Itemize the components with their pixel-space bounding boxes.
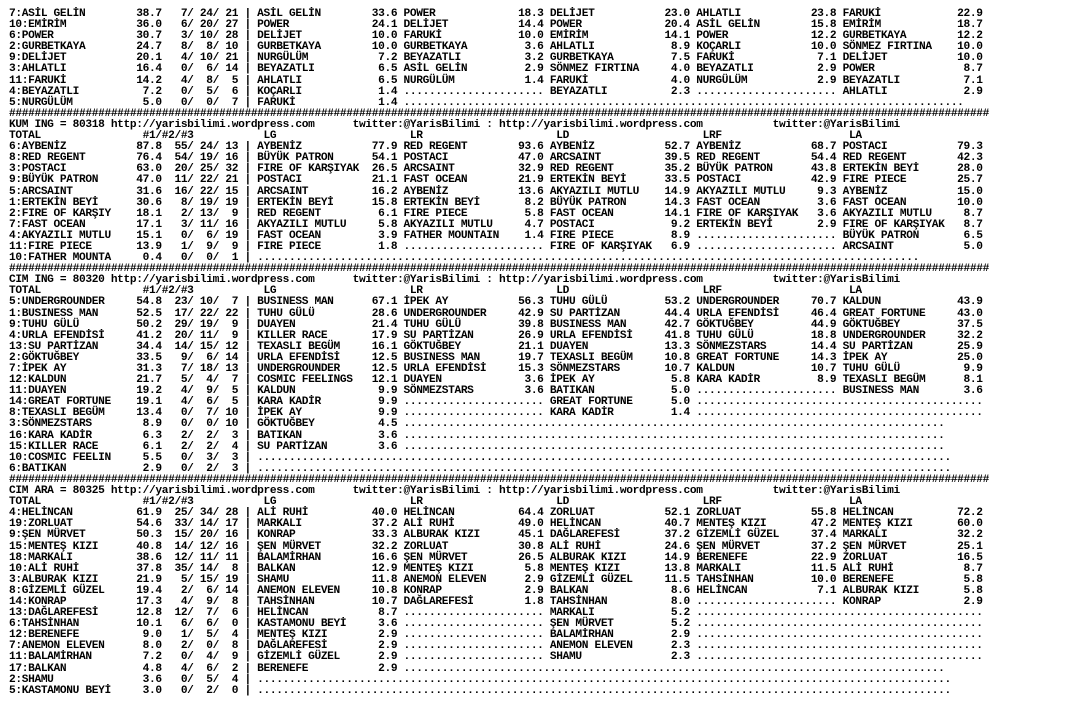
text-line: 17:BALKAN 4.8 4/ 6/ 2 | BERENEFE 2.9 ..................................................................................... [9,662,945,675]
text-line: 19:ZORLUAT 54.6 33/ 14/ 17 | MARKALI 37.2 ALİ RUHİ 49.0 HELİNCAN 40.7 MENTEŞ KIZI 47.2 MENTEŞ KIZI 60.0 [9,518,983,531]
text-line: 11:DUAYEN 19.2 4/ 9/ 5 | KALDUN 9.9 SÖNMEZSTARS 3.6 BATIKAN 5.0 ...................... BUSINESS MAN 3.6 [9,385,983,398]
text-line: 5:UNDERGROUNDER 54.8 23/ 10/ 7 | BUSINESS MAN 67.1 İPEK AY 56.3 TUHU GÜLÜ 53.2 UNDERGROUNDER 70.7 KALDUN 43.9 [9,296,983,309]
text-line: 10:ALİ RUHİ 37.8 35/ 14/ 8 | BALKAN 12.9 MENTEŞ KIZI 5.8 MENTEŞ KIZI 13.8 MARKALI 11.5 ALİ RUHİ 8.7 [9,562,983,575]
text-line: 3:ALBURAK KIZI 21.9 5/ 15/ 19 | SHAMU 11.8 ANEMON ELEVEN 2.9 GİZEMLİ GÜZEL 11.5 TAHSİNHAN 10.0 BERENEFE 5.8 [9,573,983,586]
text-line: 3:AHLATLI 16.4 0/ 6/ 14 | BEYAZATLI 6.5 ASİL GELİN 2.9 SÖNMEZ FIRTINA 4.0 BEYAZATLI 2.9 POWER 8.7 [9,63,983,76]
text-line: 10:EMİRİM 36.0 6/ 20/ 27 | POWER 24.1 DELİJET 14.4 POWER 20.4 ASİL GELİN 15.8 EMİRİM 18.7 [9,19,983,32]
text-line: 6:POWER 30.7 3/ 10/ 28 | DELİJET 10.0 FARUKİ 10.0 EMİRİM 14.1 POWER 12.2 GURBETKAYA 12.2 [9,30,983,43]
text-line: 3:POSTACI 63.0 20/ 25/ 32 | FIRE OF KARŞIYAK 26.5 ARCSAINT 32.9 RED REGENT 35.2 BÜYÜK PATRON 43.8 ERTEKİN BEYİ 28.0 [9,163,983,176]
text-line: 11:FIRE PIECE 13.9 1/ 9/ 9 | FIRE PIECE 1.8 ...................... FIRE OF KARŞIYAK 6.9 ...................... ARCSAINT 5.0 [9,240,983,253]
text-line: 15:MENTEŞ KIZI 40.8 14/ 12/ 16 | ŞEN MÜRVET 32.2 ZORLUAT 30.8 ALİ RUHİ 24.6 ŞEN MÜRVET 37.2 ŞEN MÜRVET 25.1 [9,540,983,553]
text-line: 11:FARUKİ 14.2 4/ 8/ 5 | AHLATLI 6.5 NURGÜLÜM 1.4 FARUKİ 4.0 NURGÜLÜM 2.9 BEYAZATLI 7.1 [9,74,983,87]
text-line: 1:ERTEKİN BEYİ 30.6 8/ 19/ 19 | ERTEKİN BEYİ 15.8 ERTEKİN BEYİ 8.2 BÜYÜK PATRON 14.3 FAST OCEAN 3.6 FAST OCEAN 10.0 [9,196,983,209]
race-stats-sheet [9,9,989,697]
text-line: 7:ANEMON ELEVEN 8.0 2/ 0/ 8 | DAĞLAREFESİ 2.9 ...................... ANEMON ELEVEN 2.3 ............................................. [9,640,983,653]
text-line: 8:GİZEMLİ GÜZEL 19.4 2/ 6/ 14 | ANEMON ELEVEN 10.8 KONRAP 2.9 BALKAN 8.6 HELİNCAN 7.1 ALBURAK KIZI 5.8 [9,584,983,597]
text-line: TOTAL #1/#2/#3 LG LR LD LRF LA [9,285,862,298]
text-line: 15:KILLER RACE 6.1 2/ 2/ 4 | SU PARTİZAN 3.6 ..................................................................................... [9,440,945,453]
text-line: 12:BERENEFE 9.0 1/ 5/ 4 | MENTEŞ KIZI 2.9 ...................... BALAMİRHAN 2.9 ............................................. [9,629,983,642]
text-line: ########################################################################################################################################################## [9,473,989,486]
text-line: 2:GURBETKAYA 24.7 8/ 8/ 10 | GURBETKAYA 10.0 GURBETKAYA 3.6 AHLATLI 8.9 KOÇARLI 10.0 SÖNMEZ FIRTINA 10.0 [9,41,983,54]
text-line: 4:URLA EFENDİSİ 41.2 20/ 11/ 9 | KILLER RACE 17.9 SU PARTİZAN 26.9 URLA EFENDİSİ 41.8 TUHU GÜLÜ 18.8 UNDERGROUNDER 32.2 [9,329,983,342]
text-line: 6:TAHSİNHAN 10.1 6/ 6/ 0 | KASTAMONU BEYİ 3.6 ...................... ŞEN MÜRVET 5.2 ............................................. [9,618,983,631]
text-line: 13:SU PARTİZAN 34.4 14/ 15/ 12 | TEXASLI BEGÜM 16.1 GÖKTUĞBEY 21.1 DUAYEN 13.3 SÖNMEZSTARS 14.4 SU PARTİZAN 25.9 [9,340,983,353]
text-line: 14:KONRAP 17.3 4/ 9/ 8 | TAHSİNHAN 10.7 DAĞLAREFESİ 1.8 TAHSİNHAN 8.0 ...................... KONRAP 2.9 [9,595,983,608]
text-line: 12:KALDUN 21.7 5/ 4/ 7 | COSMIC FEELINGS 12.1 DUAYEN 3.6 İPEK AY 5.8 KARA KADİR 8.9 TEXASLI BEGÜM 8.1 [9,374,983,387]
text-line: 2:SHAMU 3.6 0/ 5/ 4 | ............................................................................................................. [9,673,951,686]
text-line: 6:BATIKAN 2.9 0/ 2/ 3 | ............................................................................................................. [9,462,951,475]
text-line: 8:TEXASLI BEGÜM 13.4 0/ 7/ 10 | İPEK AY 9.9 ...................... KARA KADİR 1.4 ............................................. [9,407,983,420]
text-line: 9:ŞEN MÜRVET 50.3 15/ 20/ 16 | KONRAP 33.3 ALBURAK KIZI 45.1 DAĞLAREFESİ 37.2 GİZEMLİ GÜZEL 37.4 MARKALI 32.2 [9,529,983,542]
text-line: 7:İPEK AY 31.3 7/ 18/ 13 | UNDERGROUNDER 12.5 URLA EFENDİSİ 15.3 SÖNMEZSTARS 10.7 KALDUN 10.7 TUHU GÜLÜ 9.9 [9,363,983,375]
text-line: 5:ARCSAINT 31.6 16/ 22/ 15 | ARCSAINT 16.2 AYBENİZ 13.6 AKYAZILI MUTLU 14.9 AKYAZILI MUTLU 9.3 AYBENİZ 15.0 [9,185,983,198]
text-line: 9:TUHU GÜLÜ 50.2 29/ 19/ 9 | DUAYEN 21.4 TUHU GÜLÜ 39.8 BUSINESS MAN 42.7 GÖKTUĞBEY 44.9 GÖKTUĞBEY 37.5 [9,318,983,331]
text-line: 4:BEYAZATLI 7.2 0/ 5/ 6 | KOÇARLI 1.4 ...................... BEYAZATLI 2.3 ...................... AHLATLI 2.9 [9,85,983,98]
text-line: 3:SÖNMEZSTARS 8.9 0/ 0/ 10 | GÖKTUĞBEY 4.5 ..................................................................................... [9,418,945,431]
text-line: 18:MARKALI 38.6 12/ 11/ 11 | BALAMİRHAN 16.6 ŞEN MÜRVET 26.5 ALBURAK KIZI 14.9 BERENEFE 22.9 ZORLUAT 16.5 [9,551,983,564]
text-line: 16:KARA KADİR 6.3 2/ 2/ 3 | BATIKAN 3.6 ..................................................................................... [9,429,945,442]
text-line: 9:BÜYÜK PATRON 47.0 11/ 22/ 21 | POSTACI 21.1 FAST OCEAN 21.9 ERTEKİN BEYİ 33.5 POSTACI 42.9 FIRE PIECE 25.7 [9,174,983,187]
text-line: 7:ASİL GELİN 38.7 7/ 24/ 21 | ASİL GELİN 33.6 POWER 18.3 DELİJET 23.0 AHLATLI 23.8 FARUKİ 22.9 [9,8,983,20]
text-line: 11:BALAMİRHAN 7.2 0/ 4/ 9 | GİZEMLİ GÜZEL 2.9 ...................... SHAMU 2.3 ............................................. [9,651,983,664]
text-line: 7:FAST OCEAN 17.1 3/ 11/ 16 | AKYAZILI MUTLU 5.8 AKYAZILI MUTLU 4.7 POSTACI 9.2 ERTEKİN BEYİ 2.9 FIRE OF KARŞIYAK 8.7 [9,218,983,231]
text-line: 5:NURGÜLÜM 5.0 0/ 0/ 7 | FARUKİ 1.4 ........................................................................................ [9,96,964,109]
text-line: CIM ARA = 80325 http://yarisbilimi.wordpress.com twitter:@YarisBilimi : http://yarisbilimi.wordpress.com twitter:@YarisBilimi [9,485,900,498]
text-line: ########################################################################################################################################################## [9,263,989,276]
text-line: ########################################################################################################################################################## [9,107,989,120]
text-line: 8:RED REGENT 76.4 54/ 19/ 16 | BÜYÜK PATRON 54.1 POSTACI 47.0 ARCSAINT 39.5 RED REGENT 54.4 RED REGENT 42.3 [9,152,983,165]
text-line: 2:GÖKTUĞBEY 33.5 9/ 6/ 14 | URLA EFENDİSİ 12.5 BUSINESS MAN 19.7 TEXASLI BEGÜM 10.8 GREAT FORTUNE 14.3 İPEK AY 25.0 [9,351,983,364]
text-line: KUM ING = 80318 http://yarisbilimi.wordpress.com twitter:@YarisBilimi : http://yarisbilimi.wordpress.com twitter:@YarisBilimi [9,118,900,131]
text-line: 10:FATHER MOUNTA 0.4 0/ 0/ 1 | ........................................................................................................ [9,252,919,265]
text-line: 1:BUSINESS MAN 52.5 17/ 22/ 22 | TUHU GÜLÜ 28.6 UNDERGROUNDER 42.9 SU PARTİZAN 44.4 URLA EFENDİSİ 46.4 GREAT FORTUNE 43.0 [9,307,983,320]
text-line: 10:COSMIC FEELIN 5.5 0/ 3/ 3 | ............................................................................................................. [9,451,951,464]
text-line: CIM ING = 80320 http://yarisbilimi.wordpress.com twitter:@YarisBilimi : http://yarisbilimi.wordpress.com twitter:@YarisBilimi [9,274,900,287]
text-line: 2:FIRE OF KARŞIY 18.1 2/ 13/ 9 | RED REGENT 6.1 FIRE PIECE 5.8 FAST OCEAN 14.1 FIRE OF KARŞIYAK 3.6 AKYAZILI MUTLU 8.7 [9,207,983,220]
text-line: 6:AYBENİZ 87.8 55/ 24/ 13 | AYBENİZ 77.9 RED REGENT 93.6 AYBENİZ 52.7 AYBENİZ 68.7 POSTACI 79.3 [9,141,983,154]
text-line: TOTAL #1/#2/#3 LG LR LD LRF LA [9,130,862,143]
text-line: 14:GREAT FORTUNE 19.1 4/ 6/ 5 | KARA KADİR 9.9 ...................... GREAT FORTUNE 5.0 ............................................. [9,396,983,409]
text-line: 4:AKYAZILI MUTLU 15.1 0/ 6/ 19 | FAST OCEAN 3.9 FATHER MOUNTAIN 1.4 FIRE PIECE 8.9 ...................... BÜYÜK PATRON 6.5 [9,229,983,242]
text-line: 13:DAĞLAREFESİ 12.8 12/ 7/ 6 | HELİNCAN 8.7 ...................... MARKALI 5.2 ............................................. [9,607,983,620]
text-line: 9:DELİJET 20.1 4/ 10/ 21 | NURGÜLÜM 7.2 BEYAZATLI 3.2 GURBETKAYA 7.5 FARUKİ 7.1 DELİJET 10.0 [9,52,983,65]
text-line: 5:KASTAMONU BEYİ 3.0 0/ 2/ 0 | ............................................................................................................. [9,684,951,697]
text-line: TOTAL #1/#2/#3 LG LR LD LRF LA [9,496,862,509]
text-line: 4:HELİNCAN 61.9 25/ 34/ 28 | ALİ RUHİ 40.0 HELİNCAN 64.4 ZORLUAT 52.1 ZORLUAT 55.8 HELİNCAN 72.2 [9,507,983,520]
